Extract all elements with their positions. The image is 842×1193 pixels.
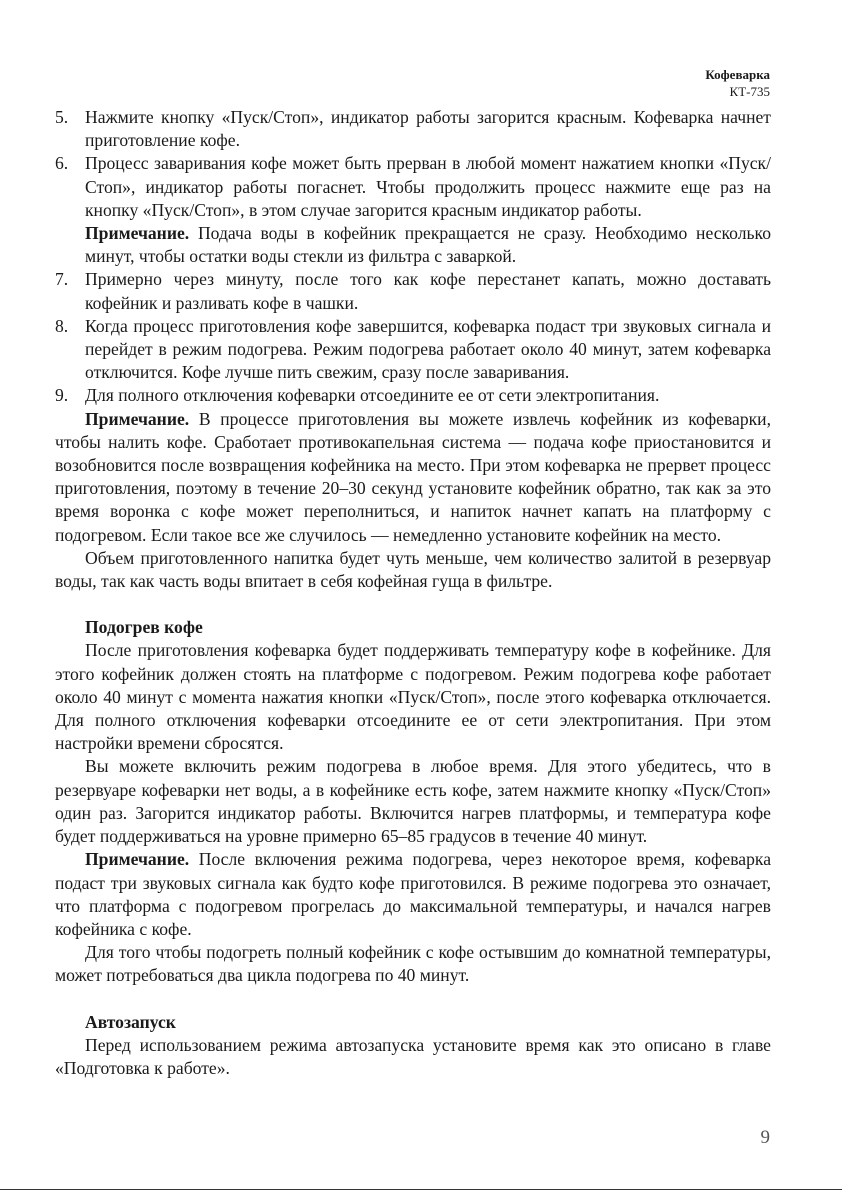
note-label: Примечание. <box>85 849 190 870</box>
step-number: 7. <box>55 269 69 290</box>
header-model: КТ-735 <box>729 84 770 99</box>
step-8 <box>55 315 771 385</box>
page-content <box>55 106 771 1080</box>
step-5 <box>55 106 771 152</box>
section-title-heating: Подогрев кофе <box>85 617 203 638</box>
footer-rule <box>0 1189 842 1190</box>
step-text: Процесс заваривания кофе может быть прерван в любой момент нажатием кнопки «Пуск/Стоп», индикатор работы погаснет. Чтобы продолжить процесс нажмите еще раз на кнопку «Пуск/Стоп», в этом случае загорится красным индикатор работы. <box>85 153 771 220</box>
step-number: 8. <box>55 315 69 336</box>
step-6 <box>55 152 771 268</box>
heating-paragraph-1: После приготовления кофеварка будет поддерживать температуру кофе в кофейнике. Для этого кофейник должен стоять на платформе с подогревом. Режим подогрева кофе работает около 40 минут с момента нажатия кнопки «Пуск/Стоп», после этого кофеварка отключается. Для полного отключения кофеварки отсоедините ее от сети электропитания. При этом настройки времени сбросятся. <box>55 640 771 754</box>
note-text: В процессе приготовления вы можете извлечь кофейник из кофеварки, чтобы налить кофе. Сработает противокапельная система — подача кофе приостановится и возобновится после возвращения кофейника на место. При этом кофеварка не прервет процесс приготовления, поэтому в течение 20–30 секунд установите кофейник обратно, так как за это время воронка с кофе может переполниться, и напиток начнет капать на платформу с подогревом. Если такое все же случилось — немедленно установите кофейник на место. <box>55 408 771 545</box>
step-9 <box>55 384 771 407</box>
step-7 <box>55 268 771 314</box>
autostart-paragraph-1: Перед использованием режима автозапуска установите время как это описано в главе «Подготовка к работе». <box>55 1034 771 1078</box>
note-paragraph <box>55 408 771 547</box>
step-text: Когда процесс приготовления кофе завершится, кофеварка подаст три звуковых сигнала и перейдет в режим подогрева. Режим подогрева работает около 40 минут, затем кофеварка отключится. Кофе лучше пить свежим, сразу после заваривания. <box>85 315 771 383</box>
page-header <box>705 66 770 100</box>
note-label: Примечание. <box>85 223 190 244</box>
heating-note <box>55 848 771 941</box>
step-text: Примерно через минуту, после того как кофе перестанет капать, можно доставать кофейник и разливать кофе в чашки. <box>85 269 771 313</box>
heating-paragraph-3: Для того чтобы подогреть полный кофейник с кофе остывшим до комнатной температуры, может потребоваться два цикла подогрева по 40 минут. <box>55 942 771 986</box>
note-text: После включения режима подогрева, через некоторое время, кофеварка подаст три звуковых сигнала как будто кофе приготовился. В режиме подогрева это означает, что платформа с подогревом прогрелась до максимальной температуры, и начался нагрев кофейника с кофе. <box>55 849 771 939</box>
step-number: 5. <box>55 107 69 127</box>
note-label: Примечание. <box>85 408 190 429</box>
volume-paragraph: Объем приготовленного напитка будет чуть меньше, чем количество залитой в резервуар воды, так как часть воды впитает в себя кофейная гуща в фильтре. <box>55 547 771 592</box>
step-number: 6. <box>55 153 69 174</box>
page-number: 9 <box>760 1127 770 1148</box>
heating-paragraph-2: Вы можете включить режим подогрева в любое время. Для этого убедитесь, что в резервуаре кофеварки нет воды, а в кофейнике есть кофе, затем нажмите кнопку «Пуск/Стоп» один раз. Загорится индикатор работы. Включится нагрев платформы, и температура кофе будет поддерживаться на уровне примерно 65–85 градусов в течение 40 минут. <box>55 756 771 847</box>
step-note <box>85 222 771 268</box>
step-text: Нажмите кнопку «Пуск/Стоп», индикатор работы загорится красным. Кофеварка начнет приготовление кофе. <box>85 107 771 151</box>
header-product: Кофеварка <box>705 67 770 82</box>
step-text: Для полного отключения кофеварки отсоедините ее от сети электропитания. <box>85 385 660 406</box>
section-title-autostart: Автозапуск <box>85 1011 176 1032</box>
step-number: 9. <box>55 385 69 406</box>
steps-list <box>55 106 771 408</box>
note-text: Подача воды в кофейник прекращается не сразу. Необходимо несколько минут, чтобы остатки воды стекли из фильтра с заваркой. <box>85 223 771 267</box>
